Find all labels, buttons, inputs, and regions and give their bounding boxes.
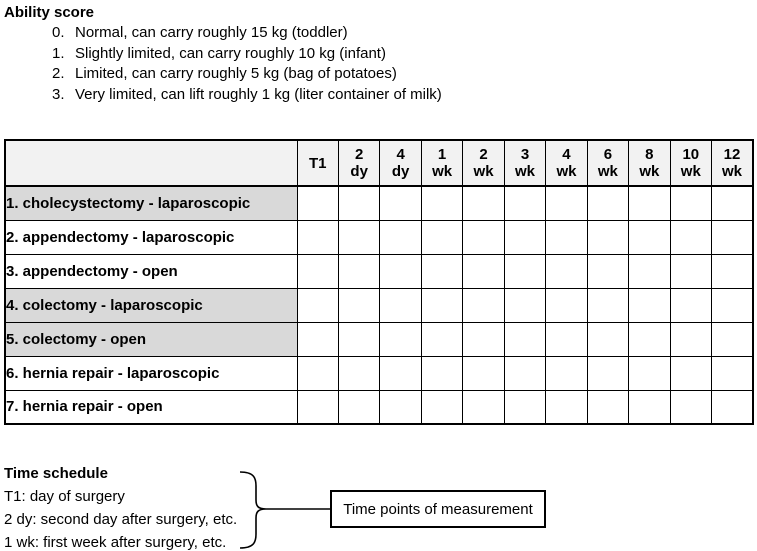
table-row [5,220,753,254]
col-header: 1 wk [421,140,462,186]
score-cell [297,220,338,254]
score-cell [587,288,628,322]
score-cell [546,288,587,322]
curly-brace [238,470,334,551]
col-header: 10 wk [670,140,711,186]
score-cell [297,322,338,356]
row-label: 6. hernia repair - laparoscopic [5,356,297,390]
score-cell [421,220,462,254]
table-row [5,186,753,220]
score-cell [338,390,379,424]
score-cell [380,356,421,390]
score-cell [712,288,753,322]
col-header: 2 dy [338,140,379,186]
score-cell [587,322,628,356]
col-header: 4 wk [546,140,587,186]
score-cell [504,186,545,220]
row-label: 1. cholecystectomy - laparoscopic [5,186,297,220]
score-cell [629,288,670,322]
header-row [5,140,753,186]
score-cell [670,254,711,288]
ability-item-text: Normal, can carry roughly 15 kg (toddler) [75,24,348,41]
score-cell [297,390,338,424]
corner-cell [5,140,297,186]
procedure-timepoint-table [4,139,754,425]
score-cell [338,220,379,254]
table-row [5,356,753,390]
col-header: 4 dy [380,140,421,186]
score-cell [712,220,753,254]
score-cell [380,322,421,356]
score-cell [463,356,504,390]
row-label: 4. colectomy - laparoscopic [5,288,297,322]
score-cell [421,356,462,390]
table-row [5,288,753,322]
ability-item-number: 3. [52,85,65,103]
row-label: 3. appendectomy - open [5,254,297,288]
score-cell [463,254,504,288]
score-cell [338,186,379,220]
score-cell [504,220,545,254]
score-cell [670,322,711,356]
score-cell [338,322,379,356]
col-header: 8 wk [629,140,670,186]
col-header: T1 [297,140,338,186]
score-cell [712,254,753,288]
time-schedule-line: 1 wk: first week after surgery, etc. [4,534,227,551]
score-cell [380,390,421,424]
score-cell [463,390,504,424]
score-cell [546,322,587,356]
score-cell [629,390,670,424]
score-cell [421,186,462,220]
score-cell [546,254,587,288]
score-cell [587,186,628,220]
score-cell [380,220,421,254]
ability-item-text: Very limited, can lift roughly 1 kg (liter container of milk) [75,85,442,103]
score-cell [546,356,587,390]
score-cell [504,254,545,288]
score-cell [504,322,545,356]
time-schedule-line: T1: day of surgery [4,488,125,505]
score-cell [380,254,421,288]
score-cell [504,390,545,424]
score-cell [587,390,628,424]
time-schedule-section [4,463,237,551]
col-header: 3 wk [504,140,545,186]
ability-item-number: 1. [52,44,65,62]
ability-score-item [4,44,757,65]
ability-item-text: Slightly limited, can carry roughly 10 kg (infant) [75,44,386,62]
score-cell [297,356,338,390]
score-cell [421,288,462,322]
score-cell [670,390,711,424]
ability-item-number: 0. [52,24,65,41]
ability-score-item [4,64,757,85]
score-cell [463,322,504,356]
col-header: 12 wk [712,140,753,186]
score-cell [587,220,628,254]
score-cell [338,254,379,288]
ability-score-section [0,0,757,105]
score-cell [421,322,462,356]
score-cell [670,288,711,322]
score-cell [629,220,670,254]
score-cell [587,356,628,390]
score-cell [297,254,338,288]
score-cell [546,390,587,424]
score-cell [504,356,545,390]
ability-item-text: Limited, can carry roughly 5 kg (bag of potatoes) [75,65,397,82]
time-schedule-title: Time schedule [4,465,108,482]
score-cell [421,254,462,288]
callout-box [330,490,546,528]
score-cell [629,322,670,356]
score-cell [338,288,379,322]
ability-score-title: Ability score [4,4,95,21]
score-cell [297,186,338,220]
row-label: 2. appendectomy - laparoscopic [5,220,297,254]
score-cell [463,186,504,220]
row-label: 7. hernia repair - open [5,390,297,424]
table-row [5,254,753,288]
score-cell [463,288,504,322]
col-header: 2 wk [463,140,504,186]
score-cell [670,220,711,254]
score-cell [297,288,338,322]
table-row [5,322,753,356]
score-cell [380,288,421,322]
col-header: 6 wk [587,140,628,186]
score-cell [380,186,421,220]
score-cell [712,186,753,220]
score-cell [546,186,587,220]
score-cell [712,356,753,390]
ability-score-item [4,23,757,44]
score-cell [504,288,545,322]
time-schedule-line: 2 dy: second day after surgery, etc. [4,511,238,528]
ability-item-number: 2. [52,65,65,82]
score-cell [338,356,379,390]
score-cell [712,322,753,356]
row-label: 5. colectomy - open [5,322,297,356]
score-cell [587,254,628,288]
score-cell [546,220,587,254]
callout-text: Time points of measurement [343,500,533,518]
table-row [5,390,753,424]
score-cell [629,356,670,390]
ability-score-item [4,85,757,106]
score-cell [670,356,711,390]
score-cell [421,390,462,424]
score-cell [670,186,711,220]
score-cell [463,220,504,254]
score-cell [712,390,753,424]
score-cell [629,186,670,220]
score-cell [629,254,670,288]
